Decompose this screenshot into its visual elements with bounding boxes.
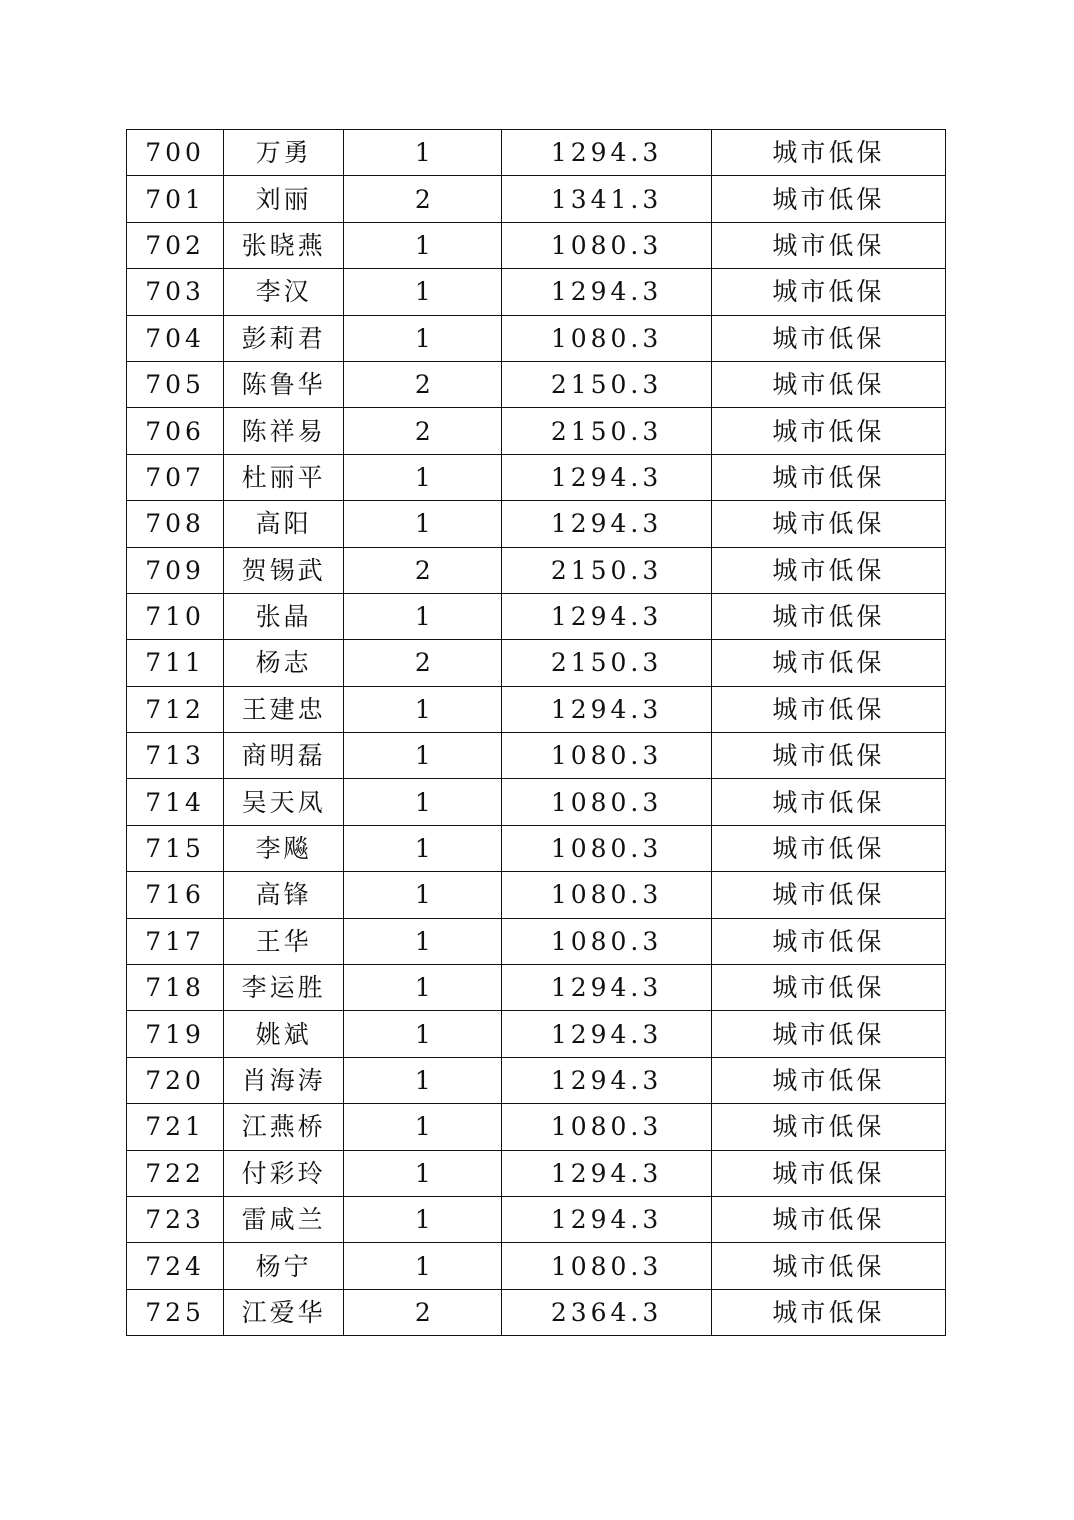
subsidy-amount-cell: 1341.3 bbox=[502, 176, 711, 222]
subsidy-amount-cell: 1080.3 bbox=[502, 918, 711, 964]
table-row bbox=[127, 130, 946, 176]
row-number-cell: 706 bbox=[127, 408, 224, 454]
recipient-name-cell: 杨志 bbox=[224, 640, 344, 686]
recipient-name-cell: 李汉 bbox=[224, 269, 344, 315]
household-size-cell: 1 bbox=[344, 593, 502, 639]
row-number-cell: 717 bbox=[127, 918, 224, 964]
recipient-name-cell: 吴天凤 bbox=[224, 779, 344, 825]
household-size-cell: 2 bbox=[344, 1289, 502, 1335]
subsidy-amount-cell: 1080.3 bbox=[502, 733, 711, 779]
row-number-cell: 710 bbox=[127, 593, 224, 639]
subsidy-amount-cell: 1080.3 bbox=[502, 872, 711, 918]
table-row bbox=[127, 222, 946, 268]
household-size-cell: 1 bbox=[344, 315, 502, 361]
household-size-cell: 2 bbox=[344, 547, 502, 593]
recipient-name-cell: 杨宁 bbox=[224, 1243, 344, 1289]
table-row bbox=[127, 176, 946, 222]
household-size-cell: 1 bbox=[344, 130, 502, 176]
table-row bbox=[127, 872, 946, 918]
assistance-type-cell: 城市低保 bbox=[711, 222, 945, 268]
recipient-name-cell: 王建忠 bbox=[224, 686, 344, 732]
table-row bbox=[127, 825, 946, 871]
table-row bbox=[127, 269, 946, 315]
recipient-name-cell: 江燕桥 bbox=[224, 1104, 344, 1150]
household-size-cell: 1 bbox=[344, 1057, 502, 1103]
assistance-type-cell: 城市低保 bbox=[711, 1289, 945, 1335]
row-number-cell: 725 bbox=[127, 1289, 224, 1335]
subsidy-amount-cell: 1294.3 bbox=[502, 1196, 711, 1242]
row-number-cell: 713 bbox=[127, 733, 224, 779]
table-row bbox=[127, 593, 946, 639]
subsidy-amount-cell: 1080.3 bbox=[502, 315, 711, 361]
subsidy-amount-cell: 1294.3 bbox=[502, 454, 711, 500]
subsidy-amount-cell: 1080.3 bbox=[502, 1243, 711, 1289]
row-number-cell: 722 bbox=[127, 1150, 224, 1196]
assistance-type-cell: 城市低保 bbox=[711, 454, 945, 500]
recipient-name-cell: 商明磊 bbox=[224, 733, 344, 779]
table-row bbox=[127, 361, 946, 407]
subsidy-amount-cell: 2150.3 bbox=[502, 408, 711, 454]
subsidy-amount-cell: 1294.3 bbox=[502, 1150, 711, 1196]
household-size-cell: 1 bbox=[344, 1196, 502, 1242]
recipient-name-cell: 万勇 bbox=[224, 130, 344, 176]
table-row bbox=[127, 1289, 946, 1335]
table-row bbox=[127, 686, 946, 732]
household-size-cell: 2 bbox=[344, 640, 502, 686]
assistance-type-cell: 城市低保 bbox=[711, 1196, 945, 1242]
subsidy-roster-table bbox=[126, 129, 946, 1336]
recipient-name-cell: 肖海涛 bbox=[224, 1057, 344, 1103]
table-row bbox=[127, 1011, 946, 1057]
row-number-cell: 709 bbox=[127, 547, 224, 593]
household-size-cell: 2 bbox=[344, 176, 502, 222]
household-size-cell: 1 bbox=[344, 779, 502, 825]
table-row bbox=[127, 454, 946, 500]
subsidy-amount-cell: 1294.3 bbox=[502, 1057, 711, 1103]
subsidy-amount-cell: 1294.3 bbox=[502, 501, 711, 547]
row-number-cell: 724 bbox=[127, 1243, 224, 1289]
assistance-type-cell: 城市低保 bbox=[711, 547, 945, 593]
recipient-name-cell: 彭莉君 bbox=[224, 315, 344, 361]
recipient-name-cell: 高锋 bbox=[224, 872, 344, 918]
row-number-cell: 708 bbox=[127, 501, 224, 547]
assistance-type-cell: 城市低保 bbox=[711, 269, 945, 315]
assistance-type-cell: 城市低保 bbox=[711, 1150, 945, 1196]
assistance-type-cell: 城市低保 bbox=[711, 408, 945, 454]
recipient-name-cell: 贺锡武 bbox=[224, 547, 344, 593]
row-number-cell: 716 bbox=[127, 872, 224, 918]
subsidy-amount-cell: 1080.3 bbox=[502, 1104, 711, 1150]
household-size-cell: 1 bbox=[344, 872, 502, 918]
assistance-type-cell: 城市低保 bbox=[711, 1243, 945, 1289]
assistance-type-cell: 城市低保 bbox=[711, 686, 945, 732]
assistance-type-cell: 城市低保 bbox=[711, 965, 945, 1011]
recipient-name-cell: 李飚 bbox=[224, 825, 344, 871]
roster-table-body bbox=[127, 130, 946, 1336]
row-number-cell: 721 bbox=[127, 1104, 224, 1150]
recipient-name-cell: 陈祥易 bbox=[224, 408, 344, 454]
subsidy-amount-cell: 1080.3 bbox=[502, 825, 711, 871]
household-size-cell: 1 bbox=[344, 1104, 502, 1150]
table-row bbox=[127, 779, 946, 825]
assistance-type-cell: 城市低保 bbox=[711, 918, 945, 964]
recipient-name-cell: 王华 bbox=[224, 918, 344, 964]
assistance-type-cell: 城市低保 bbox=[711, 315, 945, 361]
household-size-cell: 1 bbox=[344, 1150, 502, 1196]
subsidy-amount-cell: 1294.3 bbox=[502, 1011, 711, 1057]
row-number-cell: 703 bbox=[127, 269, 224, 315]
assistance-type-cell: 城市低保 bbox=[711, 593, 945, 639]
recipient-name-cell: 张晶 bbox=[224, 593, 344, 639]
subsidy-amount-cell: 2150.3 bbox=[502, 361, 711, 407]
assistance-type-cell: 城市低保 bbox=[711, 733, 945, 779]
row-number-cell: 711 bbox=[127, 640, 224, 686]
table-row bbox=[127, 315, 946, 361]
table-row bbox=[127, 640, 946, 686]
assistance-type-cell: 城市低保 bbox=[711, 1104, 945, 1150]
table-row bbox=[127, 733, 946, 779]
recipient-name-cell: 杜丽平 bbox=[224, 454, 344, 500]
assistance-type-cell: 城市低保 bbox=[711, 361, 945, 407]
row-number-cell: 715 bbox=[127, 825, 224, 871]
recipient-name-cell: 付彩玲 bbox=[224, 1150, 344, 1196]
recipient-name-cell: 雷咸兰 bbox=[224, 1196, 344, 1242]
household-size-cell: 1 bbox=[344, 454, 502, 500]
assistance-type-cell: 城市低保 bbox=[711, 130, 945, 176]
row-number-cell: 719 bbox=[127, 1011, 224, 1057]
table-row bbox=[127, 1243, 946, 1289]
assistance-type-cell: 城市低保 bbox=[711, 176, 945, 222]
row-number-cell: 723 bbox=[127, 1196, 224, 1242]
row-number-cell: 712 bbox=[127, 686, 224, 732]
recipient-name-cell: 陈鲁华 bbox=[224, 361, 344, 407]
subsidy-amount-cell: 1294.3 bbox=[502, 130, 711, 176]
row-number-cell: 705 bbox=[127, 361, 224, 407]
household-size-cell: 2 bbox=[344, 408, 502, 454]
recipient-name-cell: 江爱华 bbox=[224, 1289, 344, 1335]
subsidy-amount-cell: 1294.3 bbox=[502, 965, 711, 1011]
household-size-cell: 2 bbox=[344, 361, 502, 407]
table-row bbox=[127, 501, 946, 547]
table-row bbox=[127, 1196, 946, 1242]
household-size-cell: 1 bbox=[344, 825, 502, 871]
household-size-cell: 1 bbox=[344, 733, 502, 779]
household-size-cell: 1 bbox=[344, 501, 502, 547]
row-number-cell: 700 bbox=[127, 130, 224, 176]
table-row bbox=[127, 965, 946, 1011]
household-size-cell: 1 bbox=[344, 222, 502, 268]
household-size-cell: 1 bbox=[344, 965, 502, 1011]
recipient-name-cell: 姚斌 bbox=[224, 1011, 344, 1057]
recipient-name-cell: 李运胜 bbox=[224, 965, 344, 1011]
table-row bbox=[127, 547, 946, 593]
assistance-type-cell: 城市低保 bbox=[711, 1011, 945, 1057]
household-size-cell: 1 bbox=[344, 686, 502, 732]
table-row bbox=[127, 1057, 946, 1103]
row-number-cell: 707 bbox=[127, 454, 224, 500]
row-number-cell: 714 bbox=[127, 779, 224, 825]
table-row bbox=[127, 1150, 946, 1196]
household-size-cell: 1 bbox=[344, 1011, 502, 1057]
subsidy-amount-cell: 1294.3 bbox=[502, 269, 711, 315]
table-row bbox=[127, 918, 946, 964]
subsidy-amount-cell: 1294.3 bbox=[502, 686, 711, 732]
assistance-type-cell: 城市低保 bbox=[711, 872, 945, 918]
household-size-cell: 1 bbox=[344, 269, 502, 315]
subsidy-amount-cell: 1080.3 bbox=[502, 222, 711, 268]
assistance-type-cell: 城市低保 bbox=[711, 1057, 945, 1103]
row-number-cell: 718 bbox=[127, 965, 224, 1011]
row-number-cell: 720 bbox=[127, 1057, 224, 1103]
subsidy-amount-cell: 2150.3 bbox=[502, 640, 711, 686]
row-number-cell: 701 bbox=[127, 176, 224, 222]
subsidy-amount-cell: 1080.3 bbox=[502, 779, 711, 825]
table-row bbox=[127, 1104, 946, 1150]
subsidy-amount-cell: 2150.3 bbox=[502, 547, 711, 593]
assistance-type-cell: 城市低保 bbox=[711, 501, 945, 547]
table-row bbox=[127, 408, 946, 454]
recipient-name-cell: 刘丽 bbox=[224, 176, 344, 222]
assistance-type-cell: 城市低保 bbox=[711, 640, 945, 686]
subsidy-amount-cell: 1294.3 bbox=[502, 593, 711, 639]
recipient-name-cell: 张晓燕 bbox=[224, 222, 344, 268]
household-size-cell: 1 bbox=[344, 918, 502, 964]
row-number-cell: 702 bbox=[127, 222, 224, 268]
subsidy-amount-cell: 2364.3 bbox=[502, 1289, 711, 1335]
assistance-type-cell: 城市低保 bbox=[711, 825, 945, 871]
household-size-cell: 1 bbox=[344, 1243, 502, 1289]
row-number-cell: 704 bbox=[127, 315, 224, 361]
recipient-name-cell: 高阳 bbox=[224, 501, 344, 547]
assistance-type-cell: 城市低保 bbox=[711, 779, 945, 825]
